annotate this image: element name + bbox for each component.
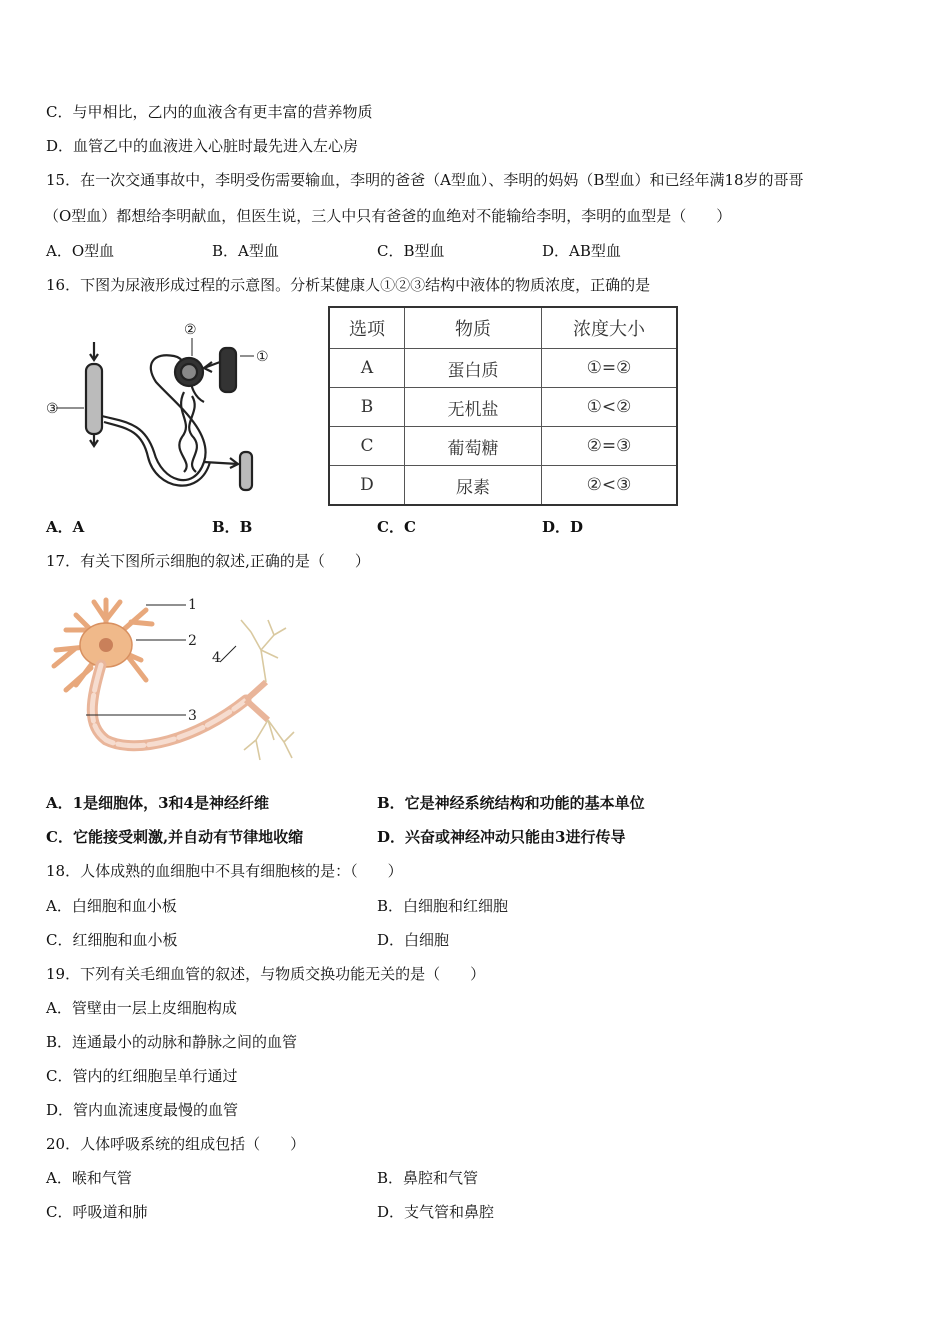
table-cell: D: [329, 466, 405, 506]
q18-stem: 18．人体成熟的血细胞中不具有细胞核的是：（ ）: [46, 862, 403, 880]
table-row: [329, 388, 677, 427]
table-cell: 尿素: [405, 466, 542, 506]
q15-option-a: A．O型血: [46, 242, 115, 260]
label-1: ①: [256, 349, 269, 365]
q18-option-d: D．白细胞: [377, 931, 450, 949]
table-cell: 蛋白质: [405, 349, 542, 388]
label-4: 4: [212, 650, 221, 666]
table-row: [329, 349, 677, 388]
q17-option-c: C．它能接受刺激,并自动有节律地收缩: [46, 828, 304, 846]
q19-option-d: D．管内血流速度最慢的血管: [46, 1101, 239, 1119]
q18-option-b: B．白细胞和红细胞: [377, 897, 509, 915]
label-2: 2: [188, 633, 197, 649]
q15-option-c: C．B型血: [377, 242, 445, 260]
q19-option-b: B．连通最小的动脉和静脉之间的血管: [46, 1033, 298, 1051]
q16-option-a: A．A: [46, 518, 85, 536]
q15-stem-line1: 15．在一次交通事故中，李明受伤需要输血，李明的爸爸（A型血）、李明的妈妈（B型血）和已经年满18岁的哥哥: [46, 171, 804, 189]
concentration-table: [328, 306, 678, 506]
table-cell: ①<②: [542, 388, 678, 427]
table-cell: C: [329, 427, 405, 466]
q20-option-a: A．喉和气管: [46, 1169, 132, 1187]
table-header: 选项: [329, 307, 405, 349]
q17-option-b: B．它是神经系统结构和功能的基本单位: [377, 794, 645, 812]
q15-option-d: D．AB型血: [542, 242, 621, 260]
table-cell: ①=②: [542, 349, 678, 388]
q18-option-c: C．红细胞和血小板: [46, 931, 178, 949]
q20-option-c: C．呼吸道和肺: [46, 1203, 148, 1221]
table-header: 浓度大小: [542, 307, 678, 349]
q14-option-d: D．血管乙中的血液进入心脏时最先进入左心房: [46, 137, 359, 155]
q19-option-a: A．管壁由一层上皮细胞构成: [46, 999, 237, 1017]
q16-stem: 16．下图为尿液形成过程的示意图。分析某健康人①②③结构中液体的物质浓度，正确的是: [46, 276, 651, 294]
q16-option-c: C．C: [377, 518, 416, 536]
neuron-diagram: [46, 590, 296, 775]
q19-option-c: C．管内的红细胞呈单行通过: [46, 1067, 238, 1085]
table-cell: 无机盐: [405, 388, 542, 427]
table-row: [329, 427, 677, 466]
label-1: 1: [188, 597, 197, 613]
table-row: [329, 466, 677, 506]
table-cell: ②<③: [542, 466, 678, 506]
q16-option-d: D．D: [542, 518, 584, 536]
q15-option-b: B．A型血: [212, 242, 279, 260]
q17-option-d: D．兴奋或神经冲动只能由3进行传导: [377, 828, 626, 846]
q20-stem: 20．人体呼吸系统的组成包括（ ）: [46, 1135, 306, 1153]
q16-option-b: B．B: [212, 518, 253, 536]
table-cell: B: [329, 388, 405, 427]
q20-option-b: B．鼻腔和气管: [377, 1169, 479, 1187]
q17-option-a: A．1是细胞体，3和4是神经纤维: [46, 794, 269, 812]
label-2: ②: [184, 322, 197, 338]
q18-option-a: A．白细胞和血小板: [46, 897, 177, 915]
q15-stem-line2: （O型血）都想给李明献血，但医生说，三人中只有爸爸的血绝对不能输给李明，李明的血型是（ ）: [44, 207, 732, 225]
table-cell: A: [329, 349, 405, 388]
q20-option-d: D．支气管和鼻腔: [377, 1203, 495, 1221]
table-header: 物质: [405, 307, 542, 349]
table-cell: ②=③: [542, 427, 678, 466]
nephron-diagram: [44, 312, 284, 502]
label-3: ③: [46, 401, 59, 417]
q19-stem: 19．下列有关毛细血管的叙述，与物质交换功能无关的是（ ）: [46, 965, 486, 983]
table-cell: 葡萄糖: [405, 427, 542, 466]
label-3: 3: [188, 708, 197, 724]
q17-stem: 17．有关下图所示细胞的叙述,正确的是（ ）: [46, 552, 370, 570]
q14-option-c: C．与甲相比，乙内的血液含有更丰富的营养物质: [46, 103, 373, 121]
